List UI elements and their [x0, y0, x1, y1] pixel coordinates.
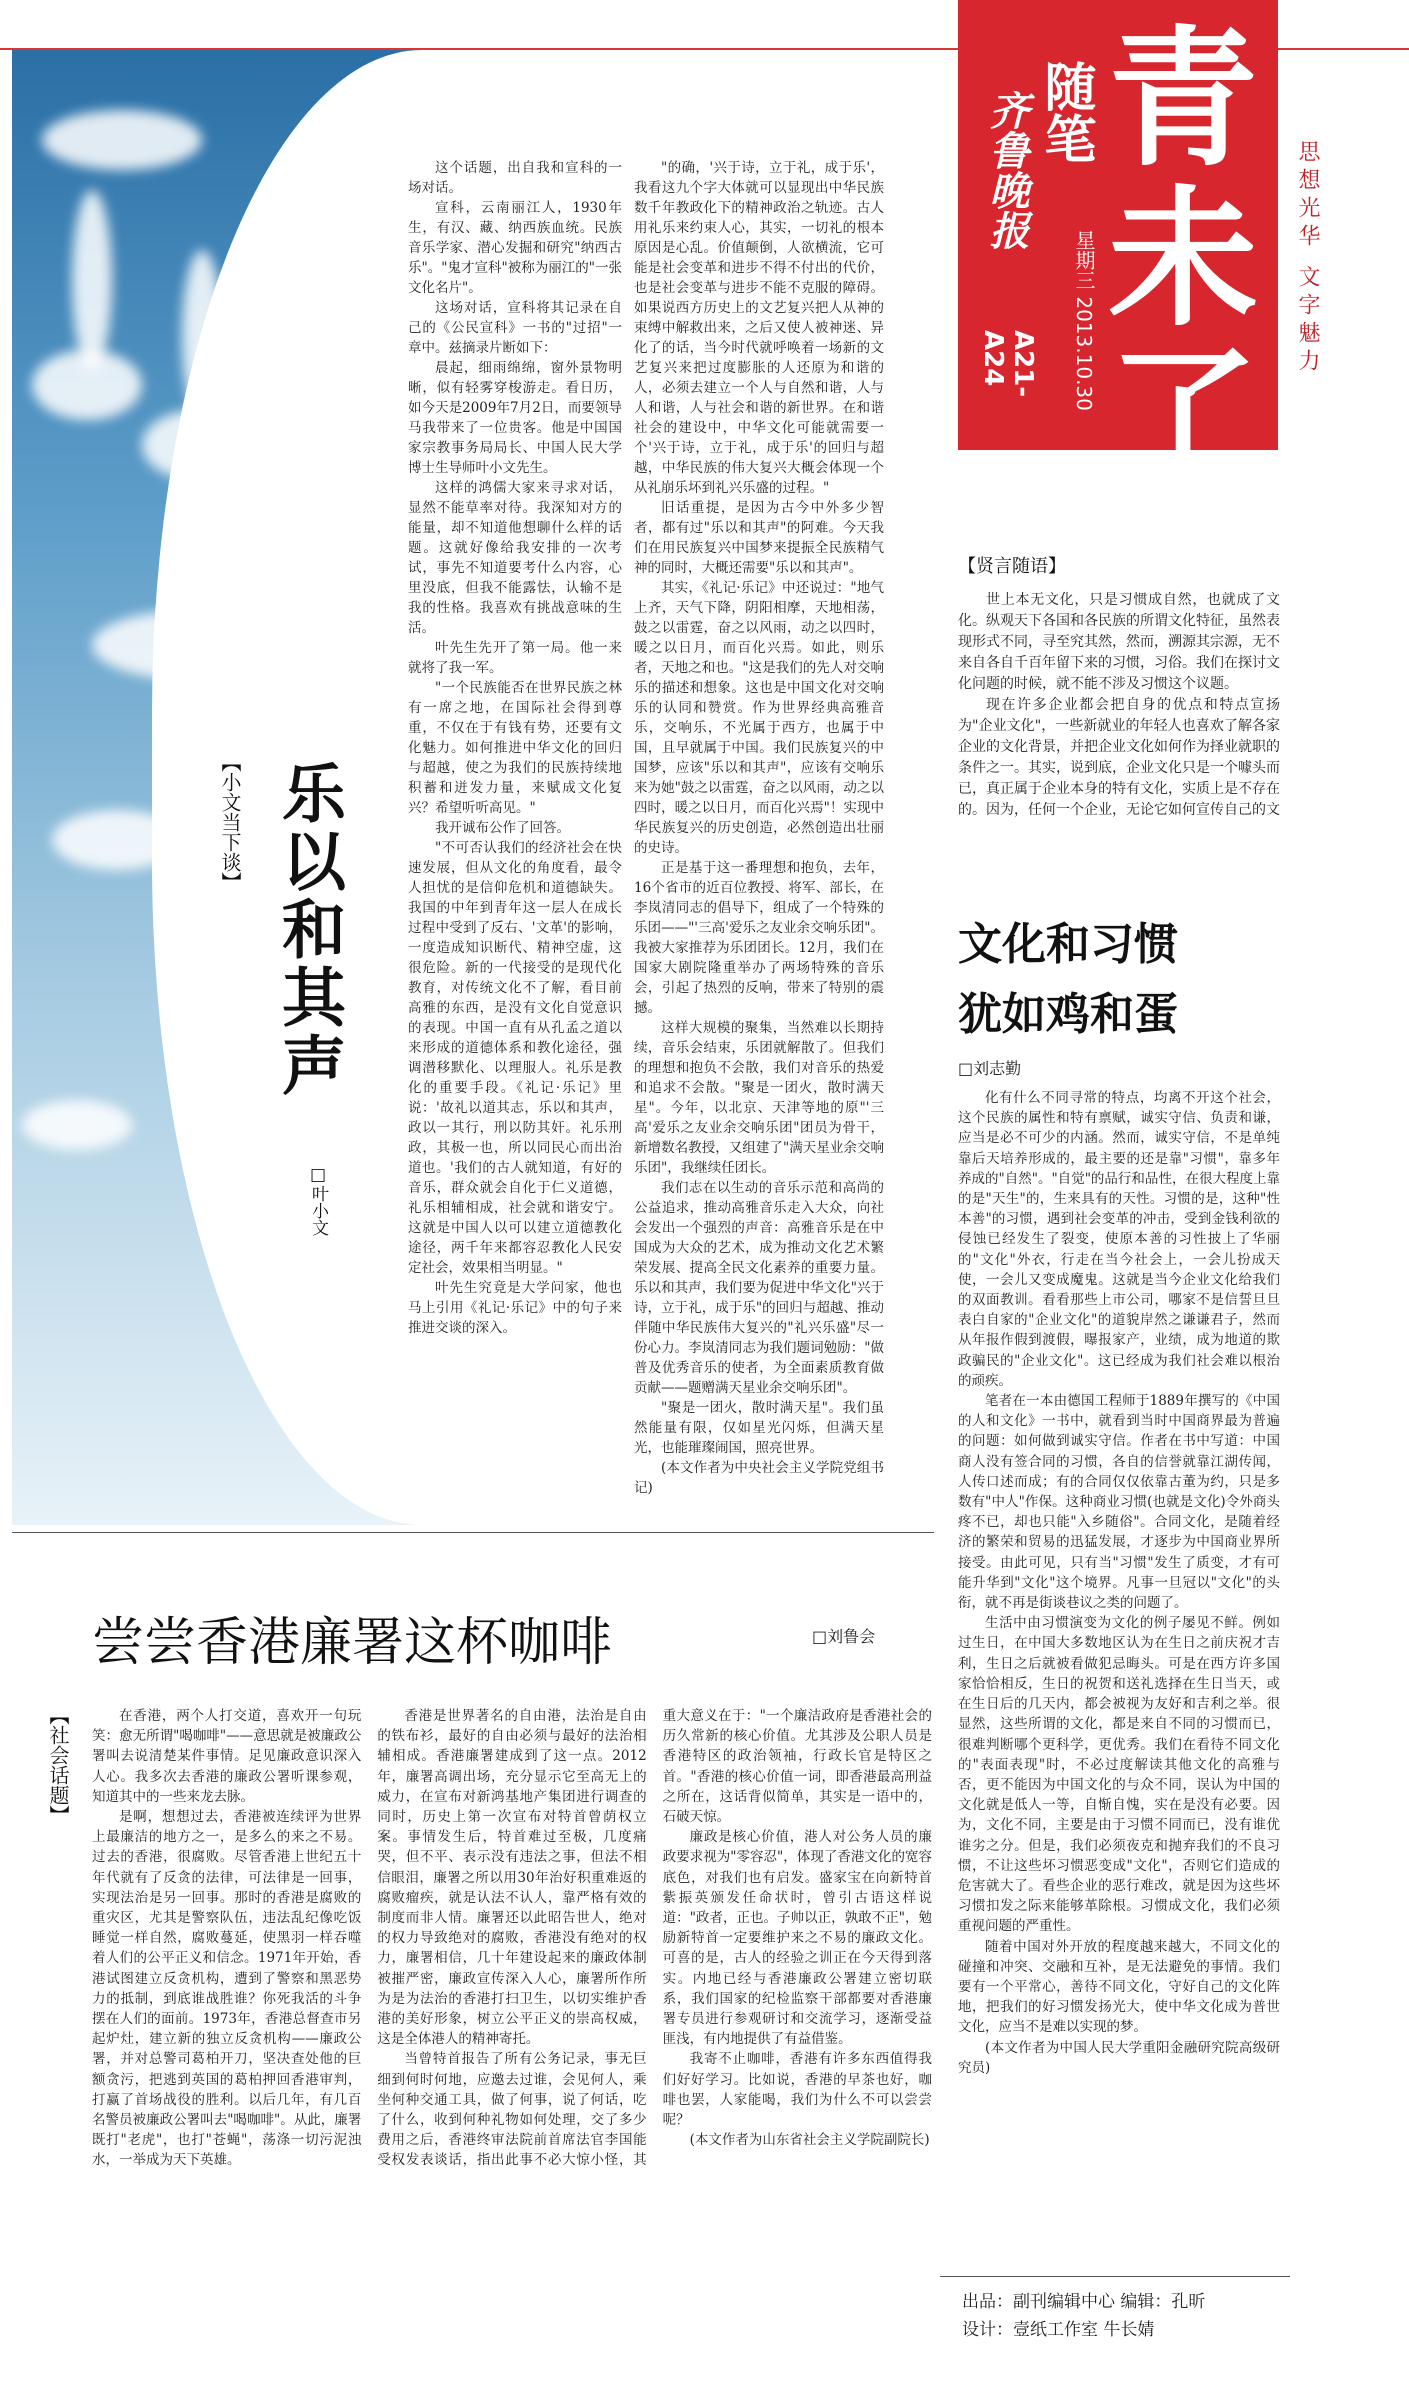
article2-author: □刘鲁会: [812, 1627, 876, 1646]
article3-intro: [958, 590, 1280, 821]
section-divider: [12, 1532, 934, 1533]
issue-date: [1070, 230, 1099, 411]
article2-column-tag: 【社会话题】: [46, 1705, 70, 1825]
paragraph: 化有什么不同寻常的特点，均离不开这个社会，这个民族的属性和特有禀赋，诚实守信、负责和谦，应当是必不可少的内涵。然而，诚实守信，不是单纯靠后天培养形成的，最主要的还是靠"习惯"，靠多年养成的"自然"。"自觉"的品行和品性，在很大程度上靠的是"天生"的，生来具有的天性。习惯的是，这种"性本善"的习惯，遇到社会变革的冲击，受到金钱利欲的侵蚀已经发生了裂变，使原本善的习性披上了华丽的"文化"外衣，行走在当今社会上，一会儿扮成天使，一会儿又变成魔鬼。这就是当今企业文化给我们的双面教训。看看那些上市公司，哪家不是信誓旦旦表白自家的"企业文化"的道貌岸然之谦谦君子，然而从年报作假到渡假，曝报家产，业绩，成为地道的欺政骗民的"企业文化"。这已经成为我们社会难以根治的顽疾。: [958, 1090, 1280, 1389]
cloud-shape: [42, 110, 202, 170]
paragraph: "聚是一团火，散时满天星"。我们虽然能量有限，仅如星光闪烁，但满天星光，也能璀璨闹国，照亮世界。: [634, 1400, 884, 1456]
article3-column-tag: 【贤言随语】: [958, 556, 1066, 577]
paragraph: 廉政是核心价值，港人对公务人员的廉政要求视为"零容忍"，体现了香港文化的宽容底色，对我们也有启发。盛家宝在向新特首紫振英颁发任命状时，曾引古语这样说道："政者，正也。子帅以正，孰敢不正"，勉励新特首一定要维护来之不易的廉政文化。可喜的是，古人的经验之训正在今天得到落实。内地已经与香港廉政公署建立密切联系，我们国家的纪检监察干部都要对香港廉署专员进行参观研讨和交流学习，逐渐受益匪浅，有内地提供了有益借鉴。: [662, 1829, 932, 2048]
article1-author: □叶小文: [308, 1165, 328, 1236]
paragraph: 在香港，两个人打交道，喜欢开一句玩笑：愈无所谓"喝咖啡"——意思就是被廉政公署叫去说清楚某件事情。足见廉政意识深入人心。我多次去香港的廉政公署听课参观，知道其中的一些来龙去脉。: [92, 1708, 362, 1805]
credits: [962, 2288, 1205, 2344]
masthead-red-block: [958, 0, 1278, 507]
paragraph: 世上本无文化，只是习惯成自然，也就成了文化。纵观天下各国和各民族的所谓文化特征，虽然表现形式不同，寻至究其然，然而，溯源其宗源，无不来自各自千百年留下来的习惯，习俗。我们在探讨文化问题的时候，就不能不涉及习惯这个议题。: [958, 592, 1280, 692]
paragraph: 随着中国对外开放的程度越来越大，不同文化的碰撞和冲突、交融和互补，是无法避免的事情。我们要有一个平常心，善待不同文化，守好自己的文化阵地，把我们的好习惯发扬光大，使中华文化成为普世文化，应当不是难以实现的梦。: [958, 1938, 1280, 2036]
paragraph: (本文作者为中国人民大学重阳金融研究院高级研究员): [958, 2039, 1280, 2076]
paragraph: "不可否认我们的经济社会在快速发展，但从文化的角度看，最令人担忧的是信仰危机和道德缺失。我国的中年到青年这一层人在成长过程中受到了反右、'文革'的影响，一度造成知识断代、精神空虚，这很危险。新的一代接受的是现代化教育，对传统文化不了解，看目前高雅的东西，是没有文化自觉意识的表现。中国一直有从孔孟之道以来形成的道德体系和教化途径，强调潜移默化、以理服人。礼乐是教化的重要手段。《礼记·乐记》里说：'故礼以道其志，乐以和其声，政以一其行，刑以防其奸。礼乐刑政，其极一也，所以同民心而出治道也。'我们的古人就知道，有好的音乐，群众就会自化于仁义道德，礼乐相辅相成，社会就和谐安宁。这就是中国人以可以建立道德教化途径，两千年来都容忍教化人民安定社会，效果相当明显。": [408, 840, 622, 1276]
article1-column-1: [408, 158, 622, 1338]
cloud-note-head: [32, 350, 142, 420]
paragraph: 这样大规模的聚集，当然难以长期持续，音乐会结束，乐团就解散了。但我们的理想和抱负不会散，我们对音乐的热爱和追求不会散。"聚是一团火，散时满天星"。今年，以北京、天津等地的原"'三高'爱乐之友业余交响乐团"团员为骨干，新增数名教授，又组建了"满天星业余交响乐团"，我继续任团长。: [634, 1020, 884, 1176]
paragraph: 生活中由习惯演变为文化的例子屡见不鲜。例如过生日，在中国大多数地区认为在生日之前庆祝才吉利，生日之后就被看做犯忌晦头。可是在西方许多国家恰恰相反，生日的祝贺和送礼选择在生日当天，或在生日后的几天内，都会被视为友好和吉利之举。很显然，这些所谓的文化，都是来自不同的习惯而已，很难判断哪个更科学，更优秀。我们在看待不同文化的"表面表现"时，不必过度解读其他文化的高雅与否，更不能因为中国文化的与众不同，误认为中国的文化就是低人一等，自惭自愧，实在是没有必要。因为，文化不同，主要是由于习惯不同而已，没有谁优谁劣之分。但是，我们必须夜克和抛弃我们的不良习惯，不让这些坏习惯恶变成"文化"，否则它们造成的危害就大了。看些企业的恶行难改，就是因为这些坏习惯扣发之际来能够革除根。习惯成文化，我们必须重视问题的严重性。: [958, 1615, 1280, 1935]
paragraph: 我们志在以生动的音乐示范和高尚的公益追求，推动高雅音乐走入大众，向社会发出一个强烈的声音：高雅音乐是在中国成为大众的艺术，成为推动文化艺术繁荣发展、提高全民文化素养的重要力量。乐以和其声，我们要为促进中华文化"兴于诗，立于礼，成于乐"的回归与超越、推动伴随中华民族伟大复兴的"礼兴乐盛"尽一份心力。李岚清同志为我们题词勉励："做普及优秀音乐的使者，为全面素质教育做贡献——题赠满天星业余交响乐团"。: [634, 1180, 884, 1396]
paragraph: 正是基于这一番理想和抱负，去年，16个省市的近百位教授、将军、部长，在李岚清同志的倡导下，组成了一个特殊的乐团——"'三高'爱乐之友业余交响乐团"。我被大家推荐为乐团团长。12月，我们在国家大剧院隆重举办了两场特殊的音乐会，引起了热烈的反响，带来了特别的震撼。: [634, 860, 884, 1016]
masthead-section: 随笔: [1035, 60, 1095, 164]
paragraph: 叶先生先开了第一局。他一来就将了我一军。: [408, 640, 622, 676]
paragraph: 宣科，云南丽江人，1930年生，有汉、藏、纳西族血统。民族音乐学家、潜心发掘和研究"纳西古乐"。"鬼才宣科"被称为丽江的"一张文化名片"。: [408, 200, 622, 296]
article1-column-2: [634, 158, 884, 1498]
paragraph: 这样的鸿儒大家来寻求对话，显然不能草率对待。我深知对方的能量，却不知道他想聊什么样的话题。这就好像给我安排的一次考试，事先不知道要考什么内容，心里没底，但我不能露怯，认输不是我的性格。我喜欢有挑战意味的生活。: [408, 480, 622, 636]
paragraph: "一个民族能否在世界民族之林有一席之地，在国际社会得到尊重，不仅在于有钱有势，还要有文化魅力。如何推进中华文化的回归与超越，使之为我们的民族持续地积蓄和迸发力量，来赋成文化复兴？希望听听高见。": [408, 680, 622, 816]
footer-rule: [940, 2276, 1290, 2277]
paragraph: (本文作者为中央社会主义学院党组书记): [634, 1460, 884, 1496]
page-range: A21-A24: [978, 330, 1038, 398]
article2-body: [92, 1706, 932, 2266]
cloud-note-stem: [72, 190, 112, 370]
article3-title-line2: 犹如鸡和蛋: [958, 989, 1178, 1040]
article2-title: 尝尝香港廉署这杯咖啡: [92, 1613, 613, 1673]
article1-column-tag: 【小文当下谈】: [218, 752, 242, 892]
paragraph: 我开诚布公作了回答。: [435, 820, 570, 836]
paragraph: 当曾特首报告了所有公务记录，事无巨细到何时何地，应邀去过谁，会见何人，乘坐何种交通工具，做了何事，说了何话，吃了什么，收到何种礼物如何处理，交了多少费用之后，香港终审法院前首席法官李国能受权发表谈话，指出此事不必大惊小怪，其重大意义在于："一个廉洁政府是香港社会的历久常新的核心价值。尤其涉及公职人员是香港特区的政治领袖，行政长官是特区之首。"香港的核心价值一词，即香港最高刑益之所在，这话背似简单，其实是一语中的，石破天惊。: [377, 1708, 932, 2169]
article1-title: 乐以和其声: [271, 760, 345, 1100]
issue-weekday: 星期三: [1072, 230, 1096, 290]
masthead-title: 青未了: [1108, 13, 1259, 507]
article3-body: [958, 1088, 1280, 2078]
paragraph: 这场对话，宣科将其记录在自己的《公民宣科》一书的"过招"一章中。兹摘录片断如下：: [408, 300, 622, 356]
credits-line-2: 设计：壹纸工作室 牛长婧: [962, 2320, 1155, 2340]
paragraph: "的确，'兴于诗，立于礼，成于乐'，我看这九个字大体就可以显现出中华民族数千年教政化下的精神政治之轨迹。古人用礼乐来约束人心，其实，一切礼的根本原因是心乱。价值颠倒，人欲横流，它可能是社会变革和进步不得不付出的代价，也是社会变革与进步不能不克服的障碍。如果说西方历史上的文艺复兴把人从神的束缚中解救出来，之后又使人被神迷、异化了的话，当今时代就呼唤着一场新的文艺复兴来把过度膨胀的人还原为和谐的人，必须去建立一个人与自然和谐，人与人和谐，人与社会和谐的新世界。在和谐社会的建设中，中华文化可能就需要一个'兴于诗，立于礼，成于乐'的回归与超越，中华民族的伟大复兴大概会体现一个从礼崩乐坏到礼兴乐盛的过程。": [634, 160, 884, 496]
paragraph: 笔者在一本由德国工程师于1889年撰写的《中国的人和文化》一书中，就看到当时中国商界最为普遍的问题：如何做到诚实守信。作者在书中写道：中国商人没有签合同的习惯，各自的信誉就靠江湖传闻，人传口述而成；有的合同仅仅依靠古董为约，只是多数有"中人"作保。这种商业习惯(也就是文化)令外商头疼不已，却也只能"入乡随俗"。合同文化，是随着经济的繁荣和贸易的迅猛发展，才逐步为中国商业界所接受。由此可见，只有当"习惯"发生了质变，才有可能升华到"文化"这个境界。凡事一旦冠以"文化"的头衔，就不再是街谈巷议之类的问题了。: [958, 1393, 1280, 1612]
issue-date-value: 2013.10.30: [1072, 296, 1096, 411]
article3-author: □刘志勤: [958, 1059, 1022, 1078]
credits-line-1: 出品：副刊编辑中心 编辑：孔昕: [962, 2292, 1206, 2312]
paragraph: 晨起，细雨绵绵，窗外景物明晰，似有轻雾穿梭游走。看日历，如今天是2009年7月2日，而要领导马我带来了一位贵客。他是中国国家宗教事务局局长、中国人民大学博士生导师叶小文先生。: [408, 360, 622, 476]
masthead-slogan: 思想光华 文字魅力: [1295, 140, 1320, 377]
paragraph: 香港是世界著名的自由港，法治是自由的铁布衫，最好的自由必须与最好的法治相辅相成。香港廉署建成到了这一点。2012年，廉署高调出场，充分显示它至高无上的威力，在宣布对新鸿基地产集团进行调查的同时，历史上第一次宣布对特首曾荫权立案。事情发生后，特首难过至极，几度痛哭，但不平、表示没有违法之事，但法不相信眼泪，廉署之所以用30年治好积重难返的腐败瘤疾，就是认法不认人，靠严格有效的制度而非人情。廉署还以此昭告世人，绝对的权力导致绝对的腐败，香港没有绝对的权力，廉署相信，几十年建设起来的廉政体制被摧严密，廉政宣传深入人心，廉署所作所为是为法治的香港打扫卫生，以切实维护香港的美好形象，树立公平正义的崇高权威，这是全体港人的精神寄托。: [377, 1708, 647, 2048]
newspaper-brand: 齐鲁晚报: [983, 90, 1030, 250]
paragraph: 叶先生究竟是大学问家，他也马上引用《礼记·乐记》中的句子来推进交谈的深入。: [408, 1280, 622, 1336]
paragraph: 旧话重提，是因为古今中外多少智者，都有过"乐以和其声"的阿难。今天我们在用民族复兴中国梦来提振全民族精气神的同时，大概还需要"乐以和其声"。: [634, 500, 884, 576]
paragraph: 现在许多企业都会把自身的优点和特点宣扬为"企业文化"，一些新就业的年轻人也喜欢了解各家企业的文化背景，并把企业文化如何作为择业就职的条件之一。其实，说到底，企业文化只是一个噱头而已，真正属于企业本身的特有文化，实质上是不存在的。因为，任何一个企业，无论它如何宣传自己的文: [958, 697, 1280, 818]
paragraph: (本文作者为山东省社会主义学院副院长): [689, 2132, 930, 2149]
article3-title-line1: 文化和习惯: [958, 919, 1178, 970]
paragraph: 我寄不止咖啡，香港有许多东西值得我们好好学习。比如说，香港的早茶也好，咖啡也罢，人家能喝，我们为什么不可以尝尝呢？: [662, 2051, 932, 2129]
paragraph: 是啊，想想过去，香港被连续评为世界上最廉洁的地方之一，是多么的来之不易。过去的香港，很腐败。尽管香港上世纪五十年代就有了反贪的法律，可法律是一回事，实现法治是另一回事。那时的香港是腐败的重灾区，尤其是警察队伍，违法乱纪像吃饭睡觉一样自然，腐败蔓延，使黑羽一样吞噬着人们的公平正义和信念。1971年开始，香港试图建立反贪机构，遭到了警察和黑恶势力的抵制，到底谁战胜谁？你死我活的斗争摆在人们的面前。1973年，香港总督查市另起炉灶，建立新的独立反贪机构——廉政公署，并对总警司葛柏开刀，坚决查处他的巨额贪污，把逃到英国的葛柏押回香港审判，打赢了首场战役的胜利。以后几年，有几百名警员被廉政公署叫去"喝咖啡"。从此，廉署既打"老虎"，也打"苍蝇"，荡涤一切污泥浊水，一举成为天下英雄。: [92, 1809, 362, 2169]
paragraph: 这个话题，出自我和宣科的一场对话。: [408, 160, 622, 196]
paragraph: 其实，《礼记·乐记》中还说过："地气上齐，天气下降，阴阳相摩，天地相荡，鼓之以雷霆，奋之以风雨，动之以四时，暖之以日月，而百化兴焉。如此，则乐者，天地之和也。"这是我们的先人对交响乐的描述和想象。这也是中国文化对交响乐的认同和赞赏。作为世界经典高雅音乐，交响乐，不光属于西方，也属于中国，且早就属于中国。我们民族复兴的中国梦，应该"乐以和其声"，应该有交响乐来为她"鼓之以雷霆，奋之以风雨，动之以四时，暖之以日月，而百化兴焉"！实现中华民族复兴的历史创造，必然创造出壮丽的史诗。: [634, 580, 884, 856]
cloud-shape: [22, 1100, 132, 1150]
